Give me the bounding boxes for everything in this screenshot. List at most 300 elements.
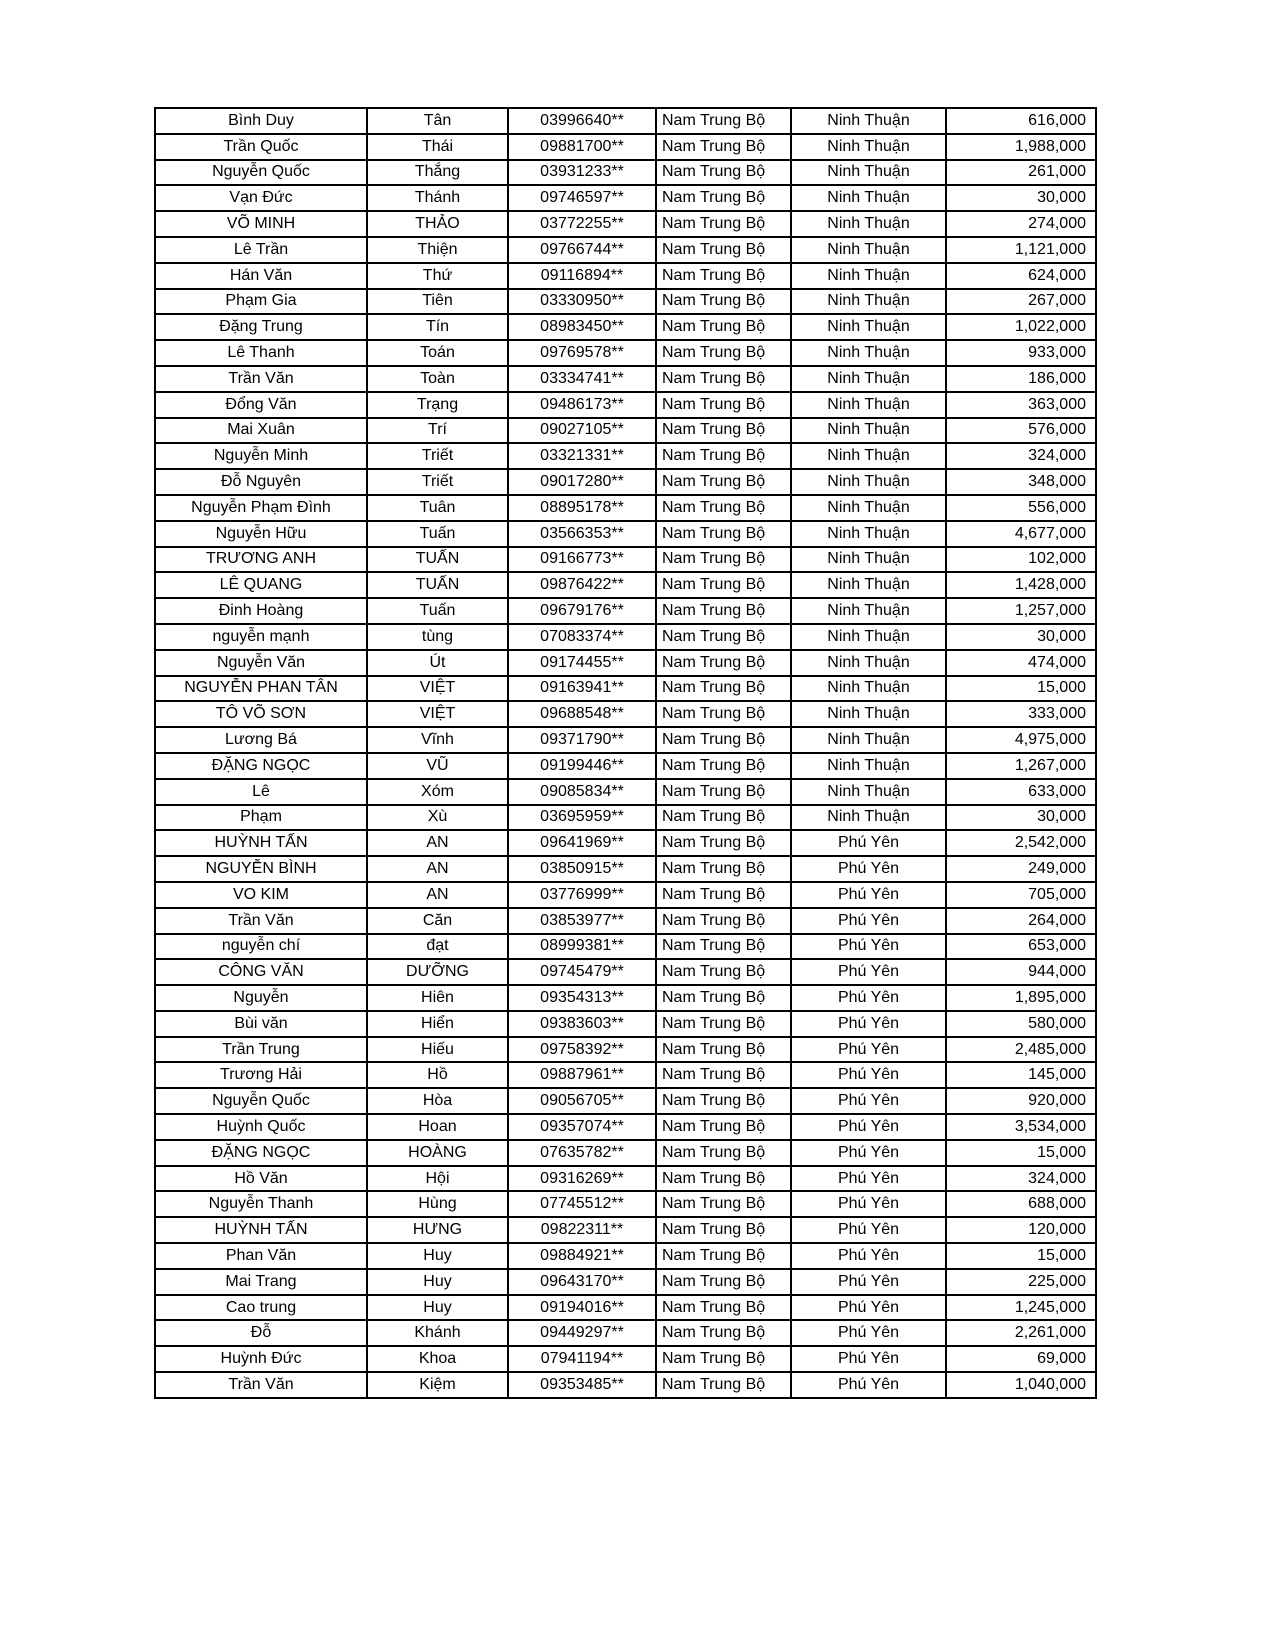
table-row [155,1166,1096,1192]
phone-cell: 09486173** [508,392,656,418]
province-cell: Ninh Thuận [791,701,946,727]
first-name-cell: Đinh Hoàng [155,598,367,624]
province-cell: Phú Yên [791,985,946,1011]
amount-cell: 15,000 [946,1243,1096,1269]
province-cell: Ninh Thuận [791,598,946,624]
region-cell: Nam Trung Bộ [656,1320,791,1346]
region-cell: Nam Trung Bộ [656,985,791,1011]
amount-cell: 267,000 [946,289,1096,315]
last-name-cell: Kiệm [367,1372,508,1398]
region-cell: Nam Trung Bộ [656,108,791,134]
last-name-cell: TUẤN [367,547,508,573]
province-cell: Ninh Thuận [791,289,946,315]
first-name-cell: Trần Văn [155,908,367,934]
amount-cell: 474,000 [946,650,1096,676]
amount-cell: 2,485,000 [946,1037,1096,1063]
region-cell: Nam Trung Bộ [656,185,791,211]
province-cell: Ninh Thuận [791,108,946,134]
region-cell: Nam Trung Bộ [656,1217,791,1243]
province-cell: Ninh Thuận [791,211,946,237]
records-table [154,107,1097,1399]
table-row [155,830,1096,856]
first-name-cell: Đổng Văn [155,392,367,418]
table-row [155,108,1096,134]
amount-cell: 688,000 [946,1191,1096,1217]
last-name-cell: Toán [367,340,508,366]
amount-cell: 324,000 [946,443,1096,469]
first-name-cell: Trần Trung [155,1037,367,1063]
province-cell: Ninh Thuận [791,469,946,495]
first-name-cell: Huỳnh Quốc [155,1114,367,1140]
amount-cell: 616,000 [946,108,1096,134]
region-cell: Nam Trung Bộ [656,1269,791,1295]
region-cell: Nam Trung Bộ [656,211,791,237]
first-name-cell: HUỲNH TẤN [155,1217,367,1243]
table-row [155,289,1096,315]
last-name-cell: Út [367,650,508,676]
last-name-cell: Thái [367,134,508,160]
region-cell: Nam Trung Bộ [656,134,791,160]
last-name-cell: DƯỠNG [367,959,508,985]
phone-cell: 03330950** [508,289,656,315]
region-cell: Nam Trung Bộ [656,1372,791,1398]
region-cell: Nam Trung Bộ [656,856,791,882]
last-name-cell: Triết [367,443,508,469]
first-name-cell: Mai Xuân [155,418,367,444]
phone-cell: 09746597** [508,185,656,211]
region-cell: Nam Trung Bộ [656,959,791,985]
table-row [155,753,1096,779]
phone-cell: 09679176** [508,598,656,624]
last-name-cell: Hoan [367,1114,508,1140]
region-cell: Nam Trung Bộ [656,1088,791,1114]
phone-cell: 03776999** [508,882,656,908]
region-cell: Nam Trung Bộ [656,1191,791,1217]
region-cell: Nam Trung Bộ [656,547,791,573]
table-row [155,934,1096,960]
province-cell: Phú Yên [791,1140,946,1166]
last-name-cell: Trí [367,418,508,444]
amount-cell: 333,000 [946,701,1096,727]
amount-cell: 1,022,000 [946,314,1096,340]
first-name-cell: Lê [155,779,367,805]
first-name-cell: TÔ VÕ SƠN [155,701,367,727]
table-row [155,1062,1096,1088]
first-name-cell: Lương Bá [155,727,367,753]
province-cell: Ninh Thuận [791,624,946,650]
first-name-cell: NGUYỄN BÌNH [155,856,367,882]
first-name-cell: NGUYỄN PHAN TÂN [155,676,367,702]
region-cell: Nam Trung Bộ [656,340,791,366]
amount-cell: 102,000 [946,547,1096,573]
phone-cell: 03931233** [508,160,656,186]
phone-cell: 09887961** [508,1062,656,1088]
amount-cell: 1,040,000 [946,1372,1096,1398]
region-cell: Nam Trung Bộ [656,676,791,702]
table-row [155,572,1096,598]
amount-cell: 249,000 [946,856,1096,882]
table-row [155,366,1096,392]
table-row [155,624,1096,650]
table-row [155,418,1096,444]
region-cell: Nam Trung Bộ [656,392,791,418]
region-cell: Nam Trung Bộ [656,572,791,598]
first-name-cell: Nguyễn Quốc [155,1088,367,1114]
last-name-cell: VIỆT [367,701,508,727]
phone-cell: 07635782** [508,1140,656,1166]
region-cell: Nam Trung Bộ [656,418,791,444]
amount-cell: 1,267,000 [946,753,1096,779]
first-name-cell: Bình Duy [155,108,367,134]
region-cell: Nam Trung Bộ [656,521,791,547]
table-row [155,160,1096,186]
phone-cell: 07083374** [508,624,656,650]
phone-cell: 03566353** [508,521,656,547]
table-row [155,650,1096,676]
last-name-cell: Căn [367,908,508,934]
amount-cell: 1,245,000 [946,1295,1096,1321]
table-row [155,314,1096,340]
last-name-cell: Xóm [367,779,508,805]
amount-cell: 120,000 [946,1217,1096,1243]
region-cell: Nam Trung Bộ [656,598,791,624]
phone-cell: 09116894** [508,263,656,289]
province-cell: Ninh Thuận [791,495,946,521]
table-row [155,598,1096,624]
first-name-cell: Nguyễn Hữu [155,521,367,547]
province-cell: Phú Yên [791,830,946,856]
table-row [155,1088,1096,1114]
phone-cell: 03695959** [508,805,656,831]
first-name-cell: VÕ MINH [155,211,367,237]
table-row [155,1243,1096,1269]
phone-cell: 03321331** [508,443,656,469]
last-name-cell: Khánh [367,1320,508,1346]
region-cell: Nam Trung Bộ [656,1011,791,1037]
last-name-cell: Hùng [367,1191,508,1217]
last-name-cell: Tân [367,108,508,134]
province-cell: Ninh Thuận [791,418,946,444]
table-row [155,779,1096,805]
province-cell: Phú Yên [791,1243,946,1269]
region-cell: Nam Trung Bộ [656,830,791,856]
phone-cell: 08983450** [508,314,656,340]
phone-cell: 09758392** [508,1037,656,1063]
first-name-cell: Đặng Trung [155,314,367,340]
province-cell: Ninh Thuận [791,727,946,753]
region-cell: Nam Trung Bộ [656,650,791,676]
region-cell: Nam Trung Bộ [656,882,791,908]
table-row [155,1372,1096,1398]
first-name-cell: ĐẶNG NGỌC [155,753,367,779]
region-cell: Nam Trung Bộ [656,1295,791,1321]
table-row [155,1346,1096,1372]
amount-cell: 145,000 [946,1062,1096,1088]
last-name-cell: Hồ [367,1062,508,1088]
first-name-cell: Phạm Gia [155,289,367,315]
last-name-cell: Trạng [367,392,508,418]
table-row [155,1217,1096,1243]
province-cell: Phú Yên [791,934,946,960]
last-name-cell: Tuấn [367,521,508,547]
phone-cell: 09688548** [508,701,656,727]
phone-cell: 09449297** [508,1320,656,1346]
amount-cell: 1,257,000 [946,598,1096,624]
phone-cell: 08999381** [508,934,656,960]
table-row [155,1269,1096,1295]
province-cell: Ninh Thuận [791,547,946,573]
province-cell: Phú Yên [791,1037,946,1063]
table-row [155,134,1096,160]
province-cell: Ninh Thuận [791,779,946,805]
last-name-cell: Triết [367,469,508,495]
first-name-cell: Hán Văn [155,263,367,289]
first-name-cell: Nguyễn Minh [155,443,367,469]
first-name-cell: Nguyễn Văn [155,650,367,676]
phone-cell: 03334741** [508,366,656,392]
province-cell: Ninh Thuận [791,160,946,186]
table-row [155,547,1096,573]
province-cell: Phú Yên [791,1191,946,1217]
amount-cell: 705,000 [946,882,1096,908]
phone-cell: 09884921** [508,1243,656,1269]
region-cell: Nam Trung Bộ [656,1037,791,1063]
amount-cell: 1,895,000 [946,985,1096,1011]
table-row [155,1320,1096,1346]
region-cell: Nam Trung Bộ [656,779,791,805]
first-name-cell: Phạm [155,805,367,831]
amount-cell: 1,121,000 [946,237,1096,263]
table-row [155,701,1096,727]
first-name-cell: nguyễn mạnh [155,624,367,650]
amount-cell: 4,677,000 [946,521,1096,547]
amount-cell: 264,000 [946,908,1096,934]
first-name-cell: Trần Văn [155,366,367,392]
first-name-cell: Trần Quốc [155,134,367,160]
last-name-cell: Khoa [367,1346,508,1372]
last-name-cell: Hiển [367,1011,508,1037]
phone-cell: 09745479** [508,959,656,985]
phone-cell: 09769578** [508,340,656,366]
last-name-cell: Tiên [367,289,508,315]
first-name-cell: VO KIM [155,882,367,908]
province-cell: Ninh Thuận [791,340,946,366]
table-row [155,959,1096,985]
region-cell: Nam Trung Bộ [656,934,791,960]
phone-cell: 09166773** [508,547,656,573]
last-name-cell: Hiếu [367,1037,508,1063]
amount-cell: 15,000 [946,676,1096,702]
amount-cell: 30,000 [946,624,1096,650]
amount-cell: 933,000 [946,340,1096,366]
amount-cell: 556,000 [946,495,1096,521]
last-name-cell: Tuân [367,495,508,521]
first-name-cell: TRƯƠNG ANH [155,547,367,573]
amount-cell: 363,000 [946,392,1096,418]
province-cell: Ninh Thuận [791,314,946,340]
first-name-cell: Lê Trần [155,237,367,263]
last-name-cell: Hòa [367,1088,508,1114]
province-cell: Ninh Thuận [791,134,946,160]
last-name-cell: Huy [367,1295,508,1321]
phone-cell: 09822311** [508,1217,656,1243]
phone-cell: 09194016** [508,1295,656,1321]
region-cell: Nam Trung Bộ [656,701,791,727]
table-row [155,676,1096,702]
table-row [155,443,1096,469]
amount-cell: 274,000 [946,211,1096,237]
first-name-cell: Bùi văn [155,1011,367,1037]
amount-cell: 944,000 [946,959,1096,985]
amount-cell: 261,000 [946,160,1096,186]
amount-cell: 653,000 [946,934,1096,960]
phone-cell: 09017280** [508,469,656,495]
last-name-cell: Huy [367,1243,508,1269]
table-row [155,727,1096,753]
region-cell: Nam Trung Bộ [656,908,791,934]
phone-cell: 09881700** [508,134,656,160]
table-row [155,856,1096,882]
region-cell: Nam Trung Bộ [656,289,791,315]
province-cell: Ninh Thuận [791,392,946,418]
phone-cell: 09174455** [508,650,656,676]
last-name-cell: TUẤN [367,572,508,598]
province-cell: Ninh Thuận [791,572,946,598]
phone-cell: 09357074** [508,1114,656,1140]
region-cell: Nam Trung Bộ [656,805,791,831]
last-name-cell: HƯNG [367,1217,508,1243]
province-cell: Ninh Thuận [791,650,946,676]
region-cell: Nam Trung Bộ [656,366,791,392]
region-cell: Nam Trung Bộ [656,1346,791,1372]
region-cell: Nam Trung Bộ [656,469,791,495]
table-row [155,1114,1096,1140]
first-name-cell: Nguyễn [155,985,367,1011]
table-row [155,908,1096,934]
last-name-cell: Thánh [367,185,508,211]
last-name-cell: Tuấn [367,598,508,624]
last-name-cell: AN [367,882,508,908]
phone-cell: 09643170** [508,1269,656,1295]
province-cell: Phú Yên [791,1062,946,1088]
amount-cell: 1,428,000 [946,572,1096,598]
phone-cell: 03853977** [508,908,656,934]
amount-cell: 580,000 [946,1011,1096,1037]
table-row [155,882,1096,908]
last-name-cell: Thứ [367,263,508,289]
phone-cell: 08895178** [508,495,656,521]
province-cell: Ninh Thuận [791,676,946,702]
amount-cell: 920,000 [946,1088,1096,1114]
first-name-cell: Vạn Đức [155,185,367,211]
province-cell: Ninh Thuận [791,263,946,289]
first-name-cell: Huỳnh Đức [155,1346,367,1372]
first-name-cell: Cao trung [155,1295,367,1321]
region-cell: Nam Trung Bộ [656,237,791,263]
last-name-cell: THẢO [367,211,508,237]
table-row [155,237,1096,263]
amount-cell: 576,000 [946,418,1096,444]
first-name-cell: Trương Hải [155,1062,367,1088]
region-cell: Nam Trung Bộ [656,160,791,186]
province-cell: Phú Yên [791,882,946,908]
region-cell: Nam Trung Bộ [656,624,791,650]
last-name-cell: Tín [367,314,508,340]
first-name-cell: nguyễn chí [155,934,367,960]
table-row [155,521,1096,547]
table-row [155,185,1096,211]
first-name-cell: Lê Thanh [155,340,367,366]
amount-cell: 2,261,000 [946,1320,1096,1346]
first-name-cell: Nguyễn Thanh [155,1191,367,1217]
province-cell: Phú Yên [791,1346,946,1372]
table-row [155,1191,1096,1217]
amount-cell: 624,000 [946,263,1096,289]
phone-cell: 09766744** [508,237,656,263]
phone-cell: 03996640** [508,108,656,134]
province-cell: Ninh Thuận [791,753,946,779]
last-name-cell: Hiên [367,985,508,1011]
table-row [155,495,1096,521]
phone-cell: 09353485** [508,1372,656,1398]
phone-cell: 03850915** [508,856,656,882]
phone-cell: 09163941** [508,676,656,702]
province-cell: Phú Yên [791,1011,946,1037]
table-row [155,263,1096,289]
region-cell: Nam Trung Bộ [656,1140,791,1166]
amount-cell: 225,000 [946,1269,1096,1295]
region-cell: Nam Trung Bộ [656,753,791,779]
phone-cell: 03772255** [508,211,656,237]
table-row [155,1037,1096,1063]
table-row [155,1011,1096,1037]
table-row [155,985,1096,1011]
amount-cell: 69,000 [946,1346,1096,1372]
last-name-cell: AN [367,856,508,882]
province-cell: Phú Yên [791,1166,946,1192]
amount-cell: 4,975,000 [946,727,1096,753]
last-name-cell: Hội [367,1166,508,1192]
first-name-cell: Mai Trang [155,1269,367,1295]
amount-cell: 30,000 [946,805,1096,831]
records-table-body [155,108,1096,1398]
province-cell: Ninh Thuận [791,366,946,392]
last-name-cell: HOÀNG [367,1140,508,1166]
amount-cell: 633,000 [946,779,1096,805]
phone-cell: 09383603** [508,1011,656,1037]
province-cell: Ninh Thuận [791,521,946,547]
region-cell: Nam Trung Bộ [656,263,791,289]
table-row [155,392,1096,418]
province-cell: Phú Yên [791,1295,946,1321]
phone-cell: 09085834** [508,779,656,805]
first-name-cell: Đỗ [155,1320,367,1346]
province-cell: Ninh Thuận [791,185,946,211]
table-row [155,211,1096,237]
last-name-cell: VIỆT [367,676,508,702]
amount-cell: 186,000 [946,366,1096,392]
province-cell: Phú Yên [791,1217,946,1243]
phone-cell: 07941194** [508,1346,656,1372]
phone-cell: 09316269** [508,1166,656,1192]
amount-cell: 1,988,000 [946,134,1096,160]
region-cell: Nam Trung Bộ [656,495,791,521]
first-name-cell: Nguyễn Quốc [155,160,367,186]
region-cell: Nam Trung Bộ [656,727,791,753]
phone-cell: 09371790** [508,727,656,753]
last-name-cell: Thắng [367,160,508,186]
last-name-cell: Thiện [367,237,508,263]
